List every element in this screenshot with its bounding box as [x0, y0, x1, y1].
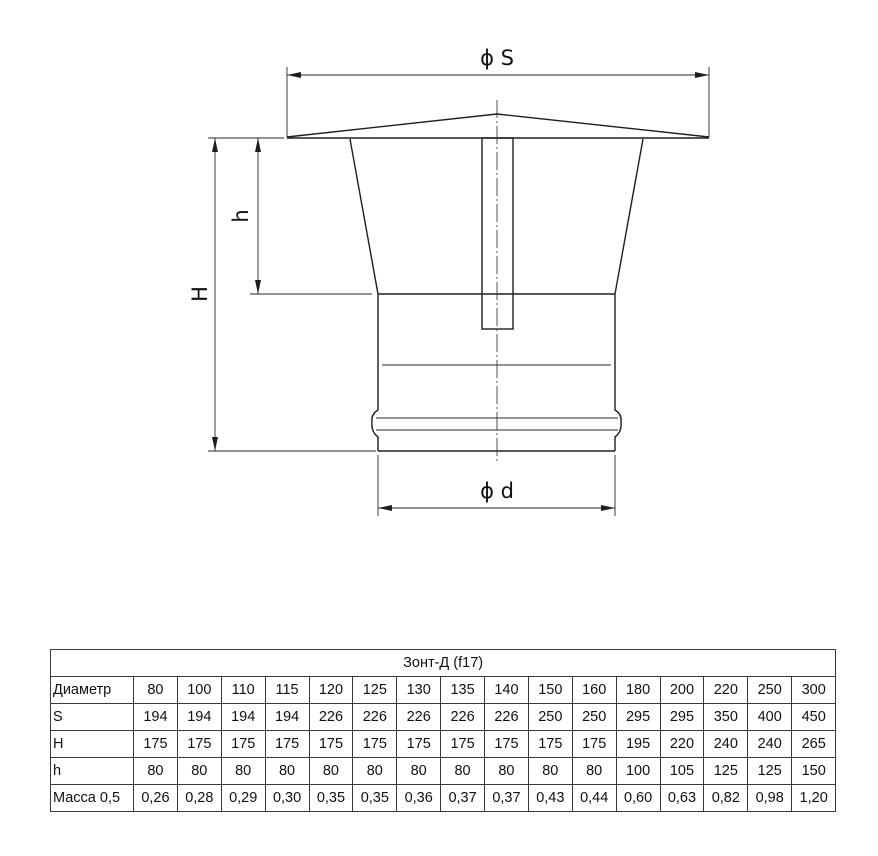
h-dimension-label: h — [229, 209, 253, 223]
row-label: S — [51, 704, 134, 731]
table-cell: 0,98 — [748, 785, 792, 812]
table-cell: 175 — [528, 731, 572, 758]
table-cell: 0,35 — [353, 785, 397, 812]
table-cell: 0,28 — [177, 785, 221, 812]
table-cell: 295 — [660, 704, 704, 731]
table-cell: 175 — [441, 731, 485, 758]
table-cell: 226 — [485, 704, 529, 731]
row-label: h — [51, 758, 134, 785]
table-cell: 295 — [616, 704, 660, 731]
table-cell: 125 — [748, 758, 792, 785]
d-dimension-label: ϕ d — [480, 479, 514, 503]
table-cell: 80 — [441, 758, 485, 785]
table-cell: 80 — [177, 758, 221, 785]
table-cell: 194 — [221, 704, 265, 731]
table-cell: 175 — [572, 731, 616, 758]
table-cell: 175 — [265, 731, 309, 758]
table-cell: 80 — [485, 758, 529, 785]
table-cell: 175 — [485, 731, 529, 758]
table-cell: 226 — [441, 704, 485, 731]
table-cell: 0,60 — [616, 785, 660, 812]
table-cell: 250 — [528, 704, 572, 731]
table-cell: 400 — [748, 704, 792, 731]
table-cell: 195 — [616, 731, 660, 758]
table-cell: 80 — [397, 758, 441, 785]
cylinder-left-wall — [372, 294, 378, 451]
table-cell: 0,43 — [528, 785, 572, 812]
table-cell: 240 — [704, 731, 748, 758]
table-cell: 175 — [177, 731, 221, 758]
table-cell: 130 — [397, 677, 441, 704]
table-cell: 226 — [309, 704, 353, 731]
table-cell: 250 — [572, 704, 616, 731]
table-row — [51, 677, 836, 704]
table-cell: 80 — [309, 758, 353, 785]
table-cell: 194 — [134, 704, 178, 731]
table-cell: 125 — [353, 677, 397, 704]
table-cell: 0,44 — [572, 785, 616, 812]
table-cell: 226 — [353, 704, 397, 731]
table-cell: 175 — [353, 731, 397, 758]
table-title: Зонт-Д (f17) — [51, 650, 836, 677]
table-cell: 300 — [792, 677, 836, 704]
s-dimension-label: ϕ S — [480, 46, 514, 70]
table-cell: 0,63 — [660, 785, 704, 812]
table-cell: 80 — [572, 758, 616, 785]
table-cell: 105 — [660, 758, 704, 785]
table-cell: 450 — [792, 704, 836, 731]
table-cell: 0,37 — [485, 785, 529, 812]
table-cell: 80 — [221, 758, 265, 785]
table-cell: 80 — [134, 677, 178, 704]
table-cell: 140 — [485, 677, 529, 704]
table-cell: 200 — [660, 677, 704, 704]
table-cell: 150 — [792, 758, 836, 785]
table-row — [51, 731, 836, 758]
table-cell: 115 — [265, 677, 309, 704]
table-cell: 175 — [309, 731, 353, 758]
table-cell: 125 — [704, 758, 748, 785]
table-cell: 0,30 — [265, 785, 309, 812]
table-cell: 80 — [528, 758, 572, 785]
table-cell: 110 — [221, 677, 265, 704]
table-row — [51, 785, 836, 812]
table-cell: 194 — [177, 704, 221, 731]
table-cell: 120 — [309, 677, 353, 704]
H-dimension-label: H — [188, 286, 212, 302]
table-row — [51, 704, 836, 731]
skirt-right-edge — [615, 139, 643, 294]
table-title-row — [51, 650, 836, 677]
table-cell: 350 — [704, 704, 748, 731]
table-cell: 160 — [572, 677, 616, 704]
row-label: Диаметр — [51, 677, 134, 704]
table-cell: 220 — [704, 677, 748, 704]
table-cell: 194 — [265, 704, 309, 731]
row-label: H — [51, 731, 134, 758]
table-row — [51, 758, 836, 785]
spec-table-body — [51, 677, 836, 812]
spec-table — [50, 649, 836, 812]
table-cell: 240 — [748, 731, 792, 758]
table-cell: 226 — [397, 704, 441, 731]
cylinder-right-wall — [615, 294, 621, 451]
table-cell: 150 — [528, 677, 572, 704]
table-cell: 80 — [134, 758, 178, 785]
table-cell: 220 — [660, 731, 704, 758]
table-cell: 0,36 — [397, 785, 441, 812]
table-cell: 0,35 — [309, 785, 353, 812]
table-cell: 100 — [616, 758, 660, 785]
table-cell: 265 — [792, 731, 836, 758]
table-cell: 0,26 — [134, 785, 178, 812]
table-cell: 0,82 — [704, 785, 748, 812]
support-strip — [482, 138, 513, 329]
table-cell: 80 — [353, 758, 397, 785]
table-cell: 100 — [177, 677, 221, 704]
table-cell: 180 — [616, 677, 660, 704]
table-cell: 0,29 — [221, 785, 265, 812]
table-cell: 0,37 — [441, 785, 485, 812]
table-cell: 1,20 — [792, 785, 836, 812]
row-label: Масса 0,5 — [51, 785, 134, 812]
table-cell: 175 — [221, 731, 265, 758]
table-cell: 135 — [441, 677, 485, 704]
table-cell: 250 — [748, 677, 792, 704]
skirt-left-edge — [350, 139, 378, 294]
table-cell: 175 — [134, 731, 178, 758]
roof-top-edge — [287, 114, 709, 137]
table-cell: 175 — [397, 731, 441, 758]
table-cell: 80 — [265, 758, 309, 785]
